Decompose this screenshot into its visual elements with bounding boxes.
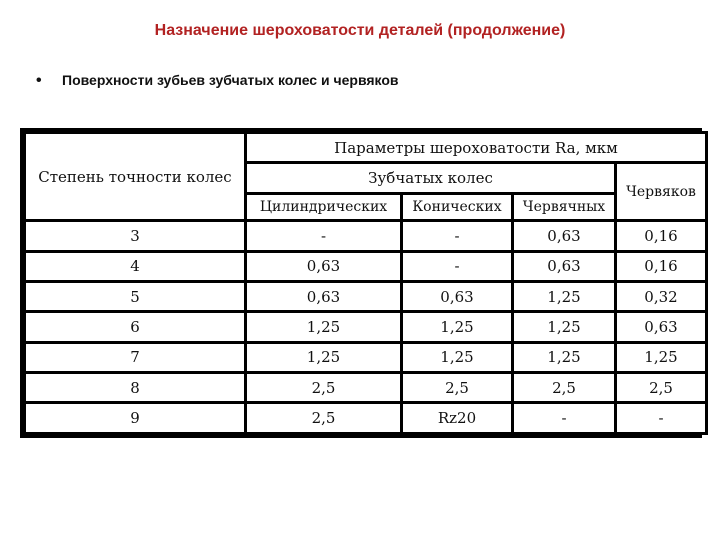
cell-worm-gear: 1,25 [514,283,614,310]
cell-cylindrical: 1,25 [247,344,400,371]
cell-conical: - [403,222,511,249]
cell-cylindrical: 2,5 [247,374,400,401]
header-conical: Конических [403,195,511,219]
cell-worms: 0,63 [617,313,705,340]
cell-worm-gear: 0,63 [514,222,614,249]
table-row [26,313,705,340]
header-params-group: Параметры шероховатости Ra, мкм [247,134,705,161]
cell-grade: 8 [26,374,244,401]
cell-conical: 2,5 [403,374,511,401]
cell-worm-gear: - [514,404,614,432]
table-row [26,253,705,280]
header-gears-group: Зубчатых колес [247,164,614,191]
header-worm-gear: Червячных [514,195,614,219]
cell-grade: 6 [26,313,244,340]
cell-conical: 1,25 [403,313,511,340]
cell-worms: 0,32 [617,283,705,310]
cell-conical: Rz20 [403,404,511,432]
table-row [26,404,705,432]
cell-worms: 0,16 [617,222,705,249]
cell-grade: 5 [26,283,244,310]
cell-grade: 7 [26,344,244,371]
roughness-table-frame [20,128,702,438]
cell-cylindrical: 1,25 [247,313,400,340]
roughness-table [23,131,708,435]
cell-worm-gear: 0,63 [514,253,614,280]
header-row-1 [26,134,705,161]
cell-worm-gear: 2,5 [514,374,614,401]
table-row [26,283,705,310]
header-cylindrical: Цилиндрических [247,195,400,219]
cell-worm-gear: 1,25 [514,313,614,340]
cell-cylindrical: 2,5 [247,404,400,432]
slide-title: Назначение шероховатости деталей (продолжение) [154,22,566,39]
bullet-marker: • [36,72,42,89]
cell-conical: 1,25 [403,344,511,371]
cell-conical: - [403,253,511,280]
header-worms: Червяков [617,164,705,219]
table-row [26,222,705,249]
table-row [26,344,705,371]
cell-worms: 1,25 [617,344,705,371]
cell-cylindrical: 0,63 [247,253,400,280]
cell-worms: 2,5 [617,374,705,401]
cell-grade: 3 [26,222,244,249]
cell-cylindrical: 0,63 [247,283,400,310]
cell-conical: 0,63 [403,283,511,310]
cell-grade: 9 [26,404,244,432]
bullet-text: Поверхности зубьев зубчатых колес и червяков [62,72,399,88]
cell-grade: 4 [26,253,244,280]
table-row [26,374,705,401]
cell-worms: - [617,404,705,432]
cell-worm-gear: 1,25 [514,344,614,371]
header-grade: Степень точности колес [26,134,244,219]
cell-worms: 0,16 [617,253,705,280]
bullet-item [36,72,399,90]
cell-cylindrical: - [247,222,400,249]
